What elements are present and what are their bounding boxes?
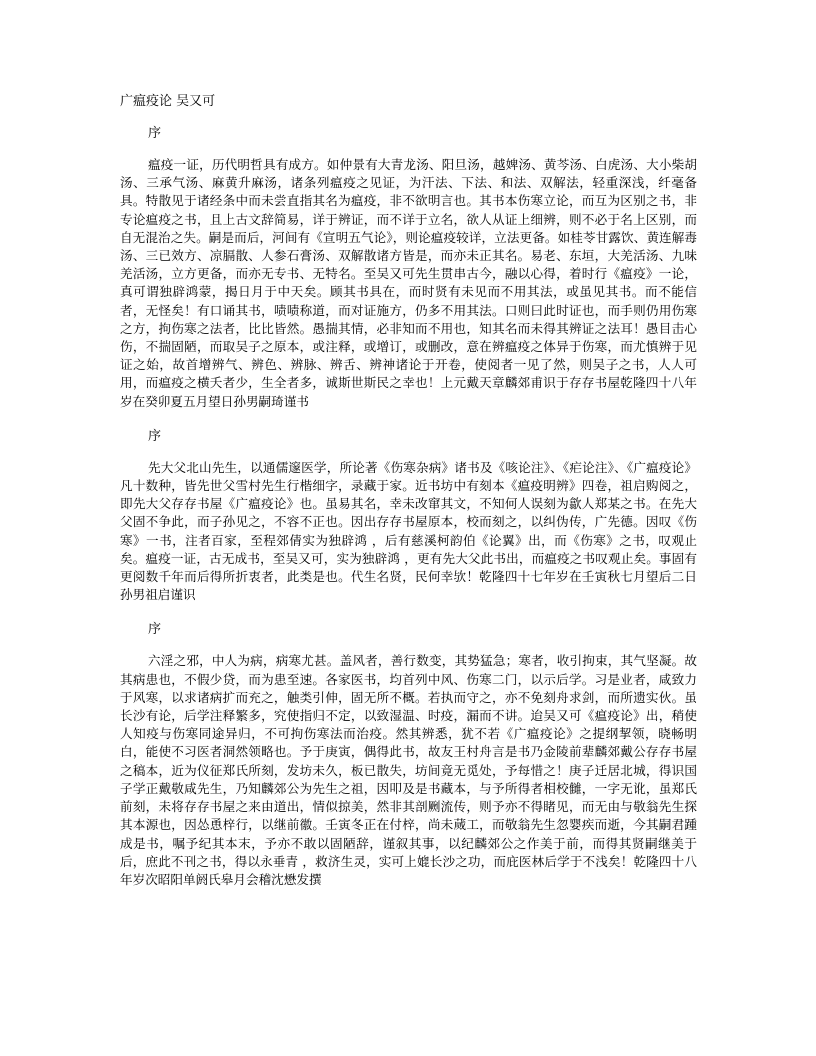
preface-body-3: 六淫之邪，中人为病，病寒尤甚。盖风者，善行数变，其势猛急；寒者，收引拘束，其气坚凝。故其病患也，不假少贷，而为患至速。各家医书，均首列中风、伤寒二门，以示后学。习是业者，咸致力于风寒，以求诸病扩而充之，触类引伸，固无所不概。若执而守之，亦不免刻舟求剑，而所遗实伙。虽长沙有论，后学注释繁多，究使指归不定，以致湿温、时疫，漏而不讲。迨吴又可《瘟疫论》出，稍使人知疫与伤寒同途异归，不可拘伤寒法而治疫。然其辨悉，犹不若《广瘟疫论》之提纲挈领，晓畅明白，能使不习医者洞然领略也。予于庚寅，偶得此书，故友王村舟言是书乃金陵前辈麟郊戴公存存书屋之稿本，近为仪征郑氏所刻，发坊未久，板已散失，坊间竟无觅处，予每惜之！庚子迁居北城，得识国子学正戴敬咸先生，乃知麟郊公为先生之祖，因叩及是书藏本，与予所得者相校雠，一字无讹，虽郑氏前刻，未将存存书屋之来由道出，情似掠美，然非其剖劂流传，则予亦不得睹见，而无由与敬翁先生探其本源也，因怂恿梓行，以继前徽。壬寅冬正在付梓，尚未蒇工，而敬翁先生忽婴疾而逝，今其嗣君踵成是书，嘱予纪其本末，予亦不敢以固陋辞，谨叙其事，以纪麟郊公之作美于前，而得其贤嗣继美于后，庶此不刊之书，得以永垂青 ，救济生灵，实可上媲长沙之功，而庇医林后学于不浅矣！乾隆四十八年岁次昭阳单阏氏皋月会稽沈懋发撰 (120, 653, 697, 887)
preface-heading-1: 序 (148, 126, 162, 141)
preface-heading-3: 序 (148, 622, 162, 638)
document-page (120, 92, 697, 905)
document-title: 广瘟疫论 吴又可 (120, 94, 216, 109)
preface-body-1: 瘟疫一证，历代明哲具有成方。如仲景有大青龙汤、阳旦汤，越婢汤、黄芩汤、白虎汤、大小柴胡汤、三承气汤、麻黄升麻汤，诸条列瘟疫之见证，为汗法、下法、和法、双解法，轻重深浅，纤毫备具。特散见于诸经条中而未尝直指其名为瘟疫，非不欲明言也。其书本伤寒立论，而互为区别之书，非专论瘟疫之书，且上古文辞简易，详于辨证，而不详于立名，欲人从证上细辨，则不必于名上区别，而自无混治之失。嗣是而后，河间有《宣明五气论》，则论瘟疫较详，立法更备。如桂苓甘露饮、黄连解毒汤、三已效方、凉膈散、人参石膏汤、双解散诸方皆是，而亦未正其名。易老、东垣，大羌活汤、九味羌活汤，立方更备，而亦无专书、无特名。至吴又可先生贯串古今，融以心得，着时行《瘟疫》一论，真可谓独辟鸿蒙，揭日月于中天矣。顾其书具在，而时贤有未见而不用其法，或虽见其书。而不能信者，无怪矣！有口诵其书，啧啧称道，而对证施方，仍多不用其法。口则曰此时证也，而手则仍用伤寒之方，拘伤寒之法者，比比皆然。愚揣其情，必非知而不用也，知其名而未得其辨证之法耳！愚目击心伤，不揣固陋，而取吴子之原本，或注释，或增订，或删改，意在辨瘟疫之体异于伤寒，而尤慎辨于见证之始，故首增辨气、辨色、辨脉、辨舌、辨神诸论于开卷，使阅者一见了然，则吴子之书，人人可用，而瘟疫之横夭者少，生全者多，诚斯世斯民之幸也！上元戴天章麟郊甫识于存存书屋乾隆四十八年岁在癸卯夏五月望日孙男嗣琦谨书 (120, 157, 697, 409)
preface-section-3 (120, 620, 697, 889)
preface-section-1 (120, 124, 697, 411)
preface-heading-2: 序 (148, 428, 162, 444)
preface-section-2 (120, 427, 697, 605)
preface-body-2: 先大父北山先生，以通儒邃医学，所论著《伤寒杂病》诸书及《咳论注》、《疟论注》、《广瘟疫论》凡十数种，皆先世父雪村先生行楷细字，录藏于家。近书坊中有刻本《瘟疫明辨》四卷，祖启购阅之，即先大父存存书屋《广瘟疫论》也。虽易其名，幸未改窜其文，不知何人误刻为歙人郑某之书。在先大父固不争此，而子孙见之，不容不正也。因出存存书屋原本，校而刻之，以纠伪传，广先德。因叹《伤寒》一书，注者百家，至程郊倩实为独辟鸿 ，后有慈溪柯韵伯《论翼》出，而《伤寒》之书，叹观止矣。瘟疫一证，古无成书，至吴又可，实为独辟鸿 ，更有先大父此书出，而瘟疫之书叹观止矣。事固有更阅数千年而后得所折衷者，此类是也。代生名贤，民何幸欤！乾隆四十七年岁在壬寅秋七月望后二日孙男祖启谨识 (120, 459, 697, 603)
